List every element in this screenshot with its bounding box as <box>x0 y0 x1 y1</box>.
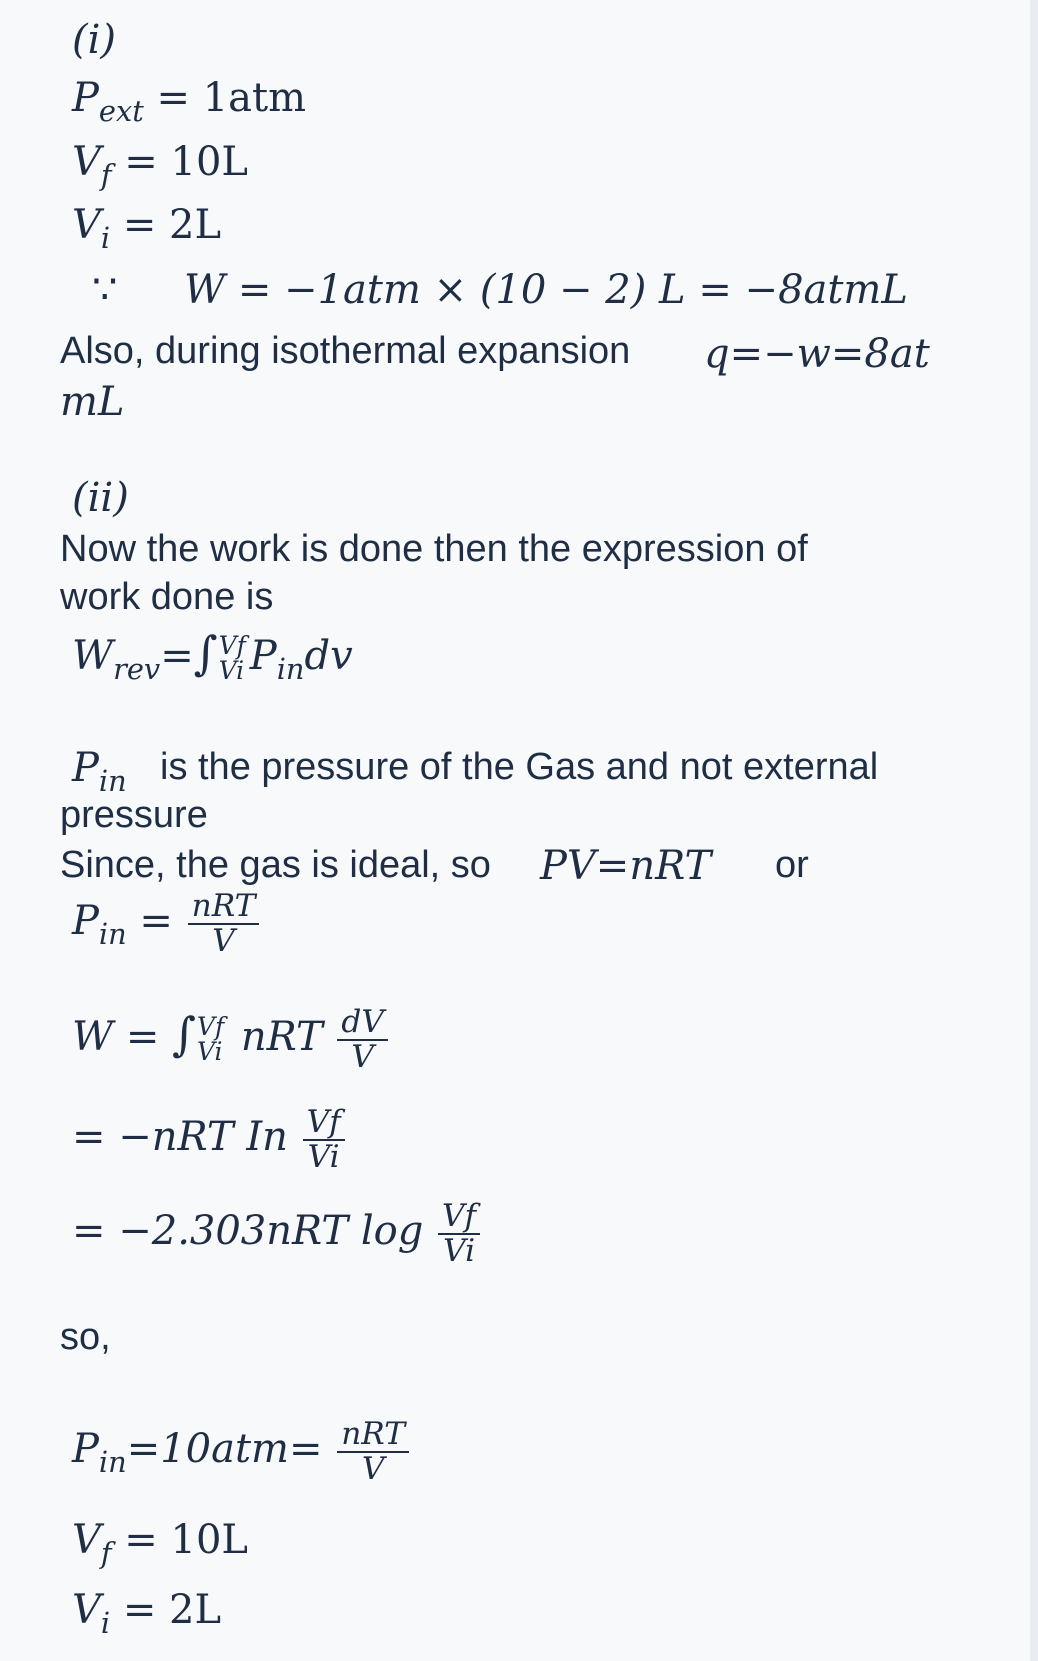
pext-var: P <box>72 75 99 121</box>
pin3-fraction <box>337 1418 409 1486</box>
ln-line: = −nRT In <box>72 1113 288 1160</box>
vi-var: V <box>72 202 101 248</box>
pin3-equation <box>72 1418 411 1486</box>
vi2-rhs: = 2L <box>122 1587 222 1633</box>
vf-rhs: = 10L <box>124 139 248 185</box>
log-num: Vf <box>438 1200 480 1235</box>
so-text: so, <box>60 1316 111 1358</box>
wrev-equation <box>72 626 353 687</box>
vi2-var: V <box>72 1587 101 1633</box>
wrev-sub: rev <box>113 652 161 687</box>
w-limits <box>197 1011 225 1066</box>
wrev-upper: Vf <box>218 631 246 661</box>
wrev-tail: dv <box>304 633 353 679</box>
log-line: = −2.303nRT log <box>72 1207 424 1254</box>
intro-line-1: Now the work is done then the expression of <box>60 528 808 570</box>
wrev-eq: = <box>160 633 194 679</box>
pin-sub: in <box>98 764 127 799</box>
pext-equation <box>72 75 307 129</box>
pin3-var: P <box>72 1425 99 1472</box>
pin2-sub: in <box>98 916 127 951</box>
vi2-equation <box>72 1587 222 1641</box>
w-integral-equation <box>72 1006 390 1074</box>
vi2-sub: i <box>100 1606 111 1641</box>
pin-equation <box>72 890 261 958</box>
ln-den: Vi <box>307 1138 340 1175</box>
pin2-eq: = <box>139 897 173 944</box>
wrev-integral: ∫ <box>193 626 218 680</box>
also-math: q=−w=8at <box>704 331 930 377</box>
pin2-var: P <box>72 897 99 944</box>
pin2-den: V <box>212 922 235 959</box>
vi-sub: i <box>100 221 111 256</box>
pin-text-2: pressure <box>60 794 208 836</box>
pin-text: is the pressure of the Gas and not external <box>160 746 879 788</box>
wrev-var: W <box>72 633 114 679</box>
w-den: V <box>351 1038 374 1075</box>
wrev-body: P <box>249 633 277 679</box>
pext-sub: ext <box>98 94 144 129</box>
wrev-body-sub: in <box>276 652 305 687</box>
vf2-rhs: = 10L <box>124 1517 248 1563</box>
log-equation <box>72 1200 482 1268</box>
vf2-var: V <box>72 1517 101 1563</box>
vf-sub: f <box>100 158 112 193</box>
pin2-num: nRT <box>188 890 260 925</box>
also-math-cont: mL <box>60 379 125 425</box>
vf-var: V <box>72 139 101 185</box>
pin2-fraction <box>188 890 260 958</box>
vi-equation <box>72 202 222 256</box>
work-equation: W = −1atm × (10 − 2) L = −8atmL <box>184 267 908 313</box>
because-symbol: ∵ <box>92 267 118 313</box>
vi-rhs: = 2L <box>122 202 222 248</box>
part2-label: (ii) <box>72 475 129 521</box>
pext-rhs: = 1atm <box>156 75 307 121</box>
pin3-eq: =10atm= <box>126 1425 323 1472</box>
w-body: nRT <box>240 1013 323 1060</box>
w-num: dV <box>337 1006 388 1041</box>
pin3-num: nRT <box>337 1418 409 1453</box>
ln-equation <box>72 1106 347 1174</box>
ideal-math: PV=nRT <box>540 843 712 889</box>
part1-label: (i) <box>72 17 117 63</box>
w-integral: ∫ <box>172 1006 197 1061</box>
intro-line-2: work done is <box>60 576 274 618</box>
wrev-limits <box>218 631 246 685</box>
pin-symbol <box>72 745 127 799</box>
ideal-or: or <box>775 844 809 886</box>
log-den: Vi <box>443 1232 476 1269</box>
w-lower: Vi <box>197 1036 223 1066</box>
ln-fraction <box>303 1106 345 1174</box>
log-fraction <box>438 1200 480 1268</box>
pin3-sub: in <box>98 1444 127 1479</box>
ln-num: Vf <box>303 1106 345 1141</box>
pin3-den: V <box>361 1450 385 1487</box>
w-lhs: W = <box>72 1013 160 1060</box>
also-text: Also, during isothermal expansion <box>60 330 631 372</box>
pin-var: P <box>72 745 99 791</box>
vf2-equation <box>72 1517 248 1571</box>
vf2-sub: f <box>100 1536 112 1571</box>
w-upper: Vf <box>197 1011 225 1041</box>
wrev-lower: Vi <box>218 656 245 685</box>
w-fraction <box>337 1006 388 1074</box>
ideal-text: Since, the gas is ideal, so <box>60 844 491 886</box>
page-edge <box>1030 0 1038 1661</box>
vf-equation <box>72 139 248 193</box>
